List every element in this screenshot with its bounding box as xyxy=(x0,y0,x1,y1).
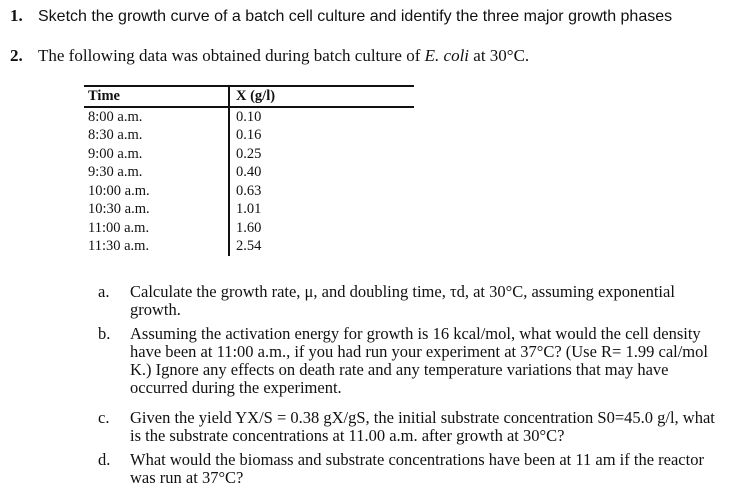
subquestion-b xyxy=(98,325,720,397)
subquestion-text: Assuming the activation energy for growth is 16 kcal/mol, what would the cell density have been at 11:00 a.m., if you had run your experiment at 37°C? (Use R= 1.99 cal/mol K.) Ignore any effects on death rate and any temperature variations that may have occurred during the experiment. xyxy=(130,324,708,397)
organism-name: E. coli xyxy=(424,46,470,65)
question-text-end: at 30°C. xyxy=(469,46,530,65)
table-header-row xyxy=(84,86,414,107)
time-cell: 8:00 a.m. xyxy=(84,107,229,127)
column-header-time: Time xyxy=(84,86,229,107)
subquestion-label: c. xyxy=(98,408,110,427)
time-cell: 11:30 a.m. xyxy=(84,237,229,256)
subquestion-d xyxy=(98,451,720,487)
time-cell: 10:00 a.m. xyxy=(84,182,229,201)
subquestion-label: b. xyxy=(98,324,111,343)
time-cell: 10:30 a.m. xyxy=(84,200,229,219)
column-header-biomass: X (g/l) xyxy=(229,86,414,107)
subquestion-label: a. xyxy=(98,282,110,301)
biomass-cell: 1.01 xyxy=(236,201,262,217)
table-row xyxy=(84,200,414,219)
question-number: 1. xyxy=(10,6,23,25)
biomass-cell: 0.40 xyxy=(236,164,262,180)
table-row xyxy=(84,163,414,182)
time-cell: 9:00 a.m. xyxy=(84,145,229,164)
time-cell: 9:30 a.m. xyxy=(84,163,229,182)
table-row xyxy=(84,107,414,127)
table-row xyxy=(84,145,414,164)
biomass-cell: 2.54 xyxy=(236,238,262,254)
subquestion-text: Given the yield YX/S = 0.38 gX/gS, the initial substrate concentration S0=45.0 g/l, what is the substrate concentrations at 11.00 a.m. after growth at 30°C? xyxy=(130,408,715,445)
table-row xyxy=(84,219,414,238)
question-2 xyxy=(10,46,529,66)
growth-data-table xyxy=(84,85,414,256)
subquestion-text: Calculate the growth rate, μ, and doubling time, τd, at 30°C, assuming exponential growth. xyxy=(130,282,675,319)
table-row xyxy=(84,182,414,201)
table-row xyxy=(84,237,414,256)
question-text-start: The following data was obtained during batch culture of xyxy=(38,46,425,65)
subquestion-label: d. xyxy=(98,450,111,469)
biomass-cell: 1.60 xyxy=(236,219,262,236)
biomass-cell: 0.63 xyxy=(236,182,262,199)
biomass-cell: 0.10 xyxy=(236,108,262,125)
subquestion-a xyxy=(98,283,720,319)
question-number: 2. xyxy=(10,46,23,65)
time-cell: 8:30 a.m. xyxy=(84,126,229,145)
subquestion-text: What would the biomass and substrate concentrations have been at 11 am if the reactor was run at 37°C? xyxy=(130,450,704,487)
question-1 xyxy=(10,6,672,27)
table-row xyxy=(84,126,414,145)
biomass-cell: 0.16 xyxy=(236,127,262,143)
biomass-cell: 0.25 xyxy=(236,145,262,162)
time-cell: 11:00 a.m. xyxy=(84,219,229,238)
question-text: Sketch the growth curve of a batch cell culture and identify the three major growth phases xyxy=(38,8,673,25)
subquestion-c xyxy=(98,409,720,445)
